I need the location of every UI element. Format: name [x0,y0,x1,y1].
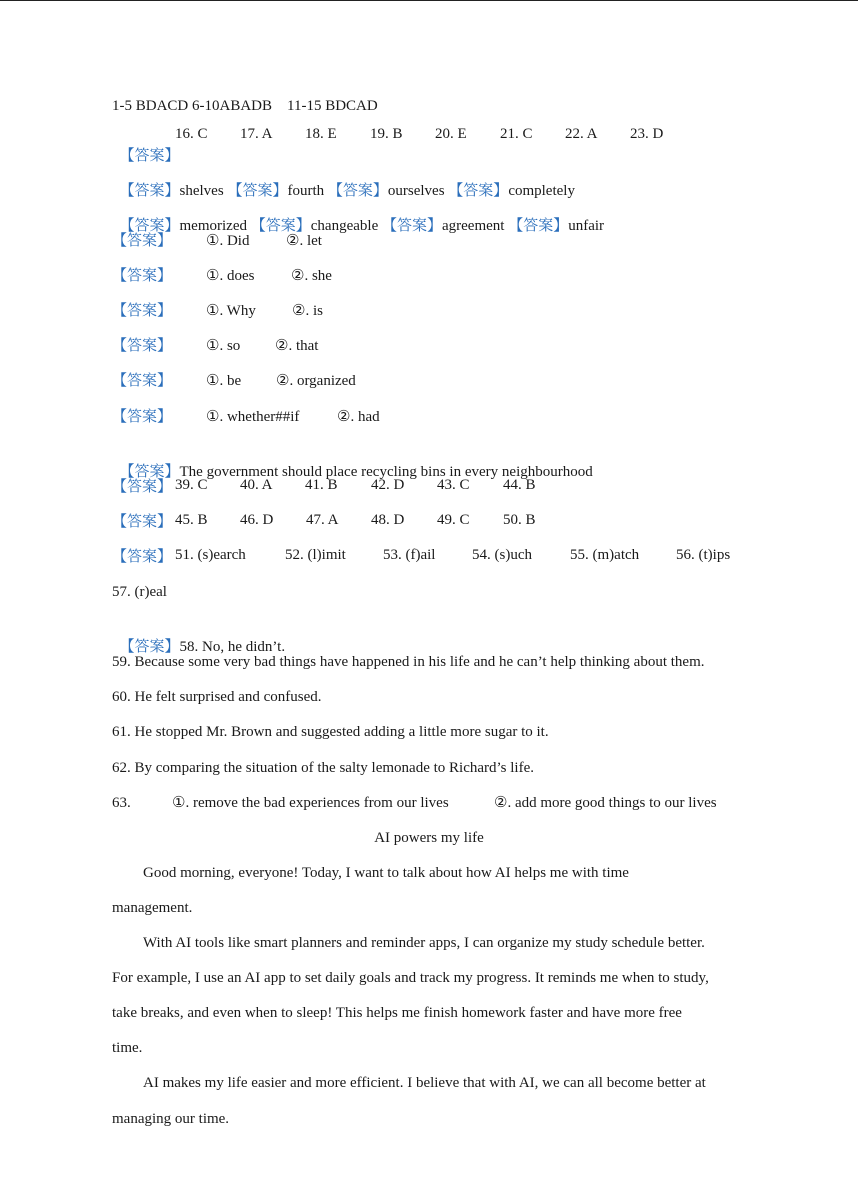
top-rule [0,0,858,1]
answer-tag: 【答案】 [112,268,173,284]
answer-row-16-23 [112,126,180,166]
answer-word: ourselves [387,183,445,199]
answer-word: completely [508,183,575,199]
answer-58: 58. No, he didn’t. [179,639,286,655]
answer-tag: 【答案】 [119,183,180,199]
answer-tag: 【答案】 [112,338,173,354]
answer-63-a: ①. remove the bad experiences from our lives [172,795,449,811]
essay-line: AI makes my life easier and more efficient. I believe that with AI, we can all become better at [143,1075,706,1091]
answer-50: 50. B [503,512,536,528]
answer-row-39-44 [112,477,172,497]
answer-word: memorized [179,218,247,234]
answer-22: 22. A [565,126,598,142]
answer-19: 19. B [370,126,403,142]
answer-46: 46. D [240,512,274,528]
answer-62: 62. By comparing the situation of the salty lemonade to Richard’s life. [112,760,534,776]
answer-59: 59. Because some very bad things have happened in his life and he can’t help thinking about them. [112,654,705,670]
answer-pair-row [112,336,172,356]
answer-63-num: 63. [112,795,131,811]
answer-48: 48. D [371,512,405,528]
answer-tag: 【答案】 [112,549,173,565]
answer-51: 51. (s)earch [175,547,246,563]
answer-tag: 【答案】 [508,218,569,234]
answer-pair-row [112,301,172,321]
answer-pair-row [112,231,172,251]
pair-first: ①. does [206,268,255,284]
answer-row-words-1 [112,161,575,201]
answer-18: 18. E [305,126,337,142]
pair-second: ②. had [337,409,380,425]
answer-sentence-row [112,442,593,482]
essay-line: management. [112,900,193,916]
answer-47: 47. A [306,512,339,528]
answer-word: changeable [310,218,379,234]
pair-second: ②. she [291,268,332,284]
answer-tag: 【答案】 [112,409,173,425]
answer-53: 53. (f)ail [383,547,436,563]
essay-line: managing our time. [112,1111,230,1127]
answer-43: 43. C [437,477,470,493]
answer-61: 61. He stopped Mr. Brown and suggested adding a little more sugar to it. [112,724,549,740]
answer-row-words-2 [112,196,604,236]
answer-tag: 【答案】 [112,514,173,530]
answer-row-45-50 [112,512,172,532]
answer-23: 23. D [630,126,664,142]
answer-tag: 【答案】 [112,233,173,249]
essay-line: time. [112,1040,143,1056]
answer-52: 52. (l)imit [285,547,346,563]
essay-line: For example, I use an AI app to set daily goals and track my progress. It reminds me when to study, [112,970,709,986]
pair-first: ①. Did [206,233,250,249]
answer-word: fourth [287,183,325,199]
answer-tag: 【答案】 [227,183,288,199]
pair-second: ②. that [275,338,319,354]
essay-title: AI powers my life [374,830,484,846]
answer-20: 20. E [435,126,467,142]
answer-tag: 【答案】 [119,148,180,164]
answer-57: 57. (r)eal [112,584,167,600]
answer-word: shelves [179,183,224,199]
essay-line: take breaks, and even when to sleep! This helps me finish homework faster and have more free [112,1005,682,1021]
answer-17: 17. A [240,126,273,142]
answer-pair-row [112,407,172,427]
pair-second: ②. is [292,303,323,319]
answer-sentence: The government should place recycling bins in every neighbourhood [179,464,593,480]
answer-56: 56. (t)ips [676,547,731,563]
answer-row-1-15: 1-5 BDACD 6-10ABADB 11-15 BDCAD [112,98,378,114]
answer-60: 60. He felt surprised and confused. [112,689,322,705]
pair-first: ①. Why [206,303,256,319]
answer-tag: 【答案】 [448,183,509,199]
answer-39: 39. C [175,477,208,493]
answer-tag: 【答案】 [119,464,180,480]
pair-first: ①. so [206,338,241,354]
answer-21: 21. C [500,126,533,142]
answer-40: 40. A [240,477,273,493]
answer-49: 49. C [437,512,470,528]
answer-55: 55. (m)atch [570,547,640,563]
answer-tag: 【答案】 [119,639,180,655]
pair-second: ②. let [286,233,322,249]
pair-first: ①. whether##if [206,409,300,425]
answer-word: agreement [442,218,505,234]
answer-tag: 【答案】 [381,218,442,234]
answer-tag: 【答案】 [112,303,173,319]
answer-tag: 【答案】 [112,373,173,389]
answer-row-51-56 [112,547,172,567]
answer-tag: 【答案】 [327,183,388,199]
answer-tag: 【答案】 [112,479,173,495]
pair-second: ②. organized [276,373,356,389]
answer-word: unfair [568,218,605,234]
answer-45: 45. B [175,512,208,528]
answer-16: 16. C [175,126,208,142]
answer-42: 42. D [371,477,405,493]
answer-58-row [112,617,285,657]
pair-first: ①. be [206,373,242,389]
answer-tag: 【答案】 [119,218,180,234]
answer-63-b: ②. add more good things to our lives [494,795,717,811]
essay-line: Good morning, everyone! Today, I want to talk about how AI helps me with time [143,865,629,881]
answer-pair-row [112,266,172,286]
answer-54: 54. (s)uch [472,547,532,563]
answer-44: 44. B [503,477,536,493]
answer-tag: 【答案】 [250,218,311,234]
answer-41: 41. B [305,477,338,493]
essay-line: With AI tools like smart planners and reminder apps, I can organize my study schedule better. [143,935,705,951]
answer-pair-row [112,371,172,391]
